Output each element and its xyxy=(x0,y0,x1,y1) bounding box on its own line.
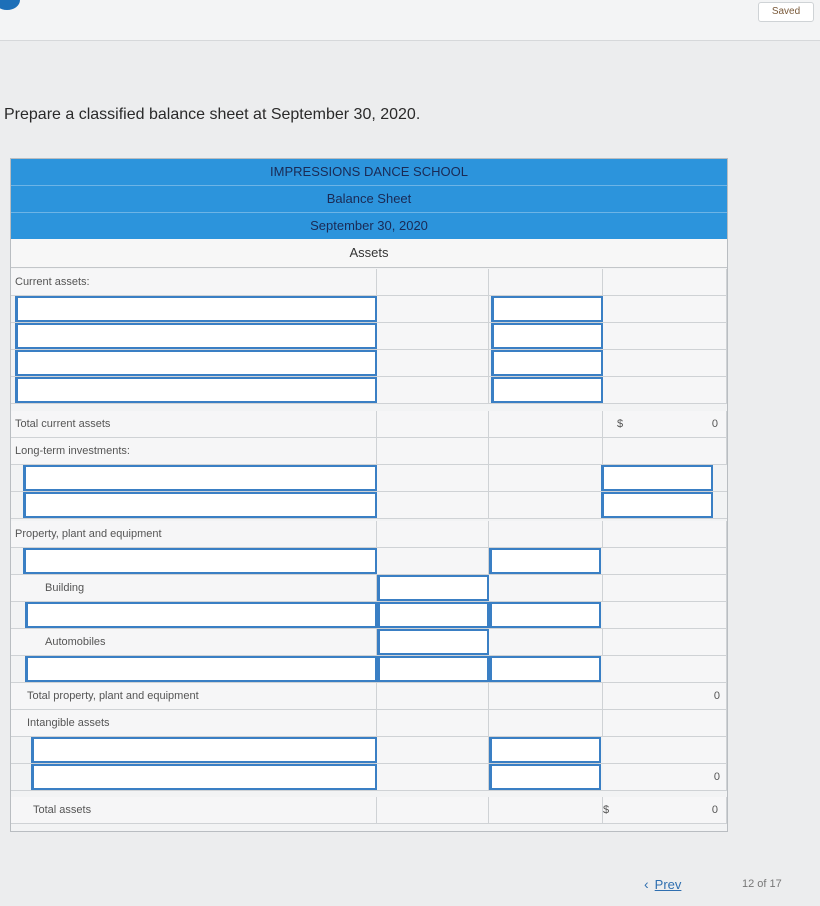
company-name-header: IMPRESSIONS DANCE SCHOOL xyxy=(11,159,727,186)
table-row xyxy=(11,602,727,629)
table-row xyxy=(11,350,727,377)
table-row xyxy=(11,548,727,575)
total-assets-dollar: $ xyxy=(603,804,610,816)
app-logo-icon xyxy=(0,0,20,10)
total-current-assets-label: Total current assets xyxy=(11,411,377,437)
page-counter: 12 of 17 xyxy=(742,878,782,890)
total-current-assets-value: 0 xyxy=(711,418,718,430)
prev-button[interactable] xyxy=(644,876,681,892)
automobiles-amount-input[interactable] xyxy=(377,629,489,655)
total-ppe-label: Total property, plant and equipment xyxy=(11,683,377,709)
investment-amount-input[interactable] xyxy=(601,492,713,518)
table-row xyxy=(11,465,727,492)
total-assets-value: 0 xyxy=(711,804,718,816)
current-asset-amount-input[interactable] xyxy=(491,323,603,349)
statement-date-header: September 30, 2020 xyxy=(11,213,727,240)
building-accumulated-depreciation-amount[interactable] xyxy=(377,602,489,628)
long-term-investments-label: Long-term investments: xyxy=(11,438,377,464)
table-row xyxy=(11,764,727,791)
intangible-amount-input[interactable] xyxy=(489,737,601,763)
intangible-total-value: 0 xyxy=(603,764,727,790)
table-row xyxy=(11,438,727,465)
intangible-account-input[interactable] xyxy=(31,737,377,763)
balance-sheet-table xyxy=(10,158,728,832)
intangible-account-input[interactable] xyxy=(31,764,377,790)
building-net-amount-input[interactable] xyxy=(489,602,601,628)
building-label: Building xyxy=(11,575,377,601)
investment-account-input[interactable] xyxy=(23,492,377,518)
table-row xyxy=(11,737,727,764)
current-assets-label: Current assets: xyxy=(11,269,377,295)
current-asset-account-input[interactable] xyxy=(15,296,377,322)
total-current-assets-dollar: $ xyxy=(617,418,624,430)
table-row xyxy=(11,323,727,350)
top-bar xyxy=(0,0,820,41)
automobiles-accumulated-depreciation-amount[interactable] xyxy=(377,656,489,682)
current-asset-account-input[interactable] xyxy=(15,323,377,349)
automobiles-accumulated-depreciation-input[interactable] xyxy=(25,656,377,682)
table-row xyxy=(11,575,727,602)
investment-amount-input[interactable] xyxy=(601,465,713,491)
building-accumulated-depreciation-input[interactable] xyxy=(25,602,377,628)
automobiles-label: Automobiles xyxy=(11,629,377,655)
table-row xyxy=(11,656,727,683)
automobiles-net-amount-input[interactable] xyxy=(489,656,601,682)
table-row xyxy=(11,683,727,710)
assets-section-header: Assets xyxy=(11,239,727,268)
table-row xyxy=(11,296,727,323)
table-row xyxy=(11,797,727,824)
intangible-assets-label: Intangible assets xyxy=(11,710,377,736)
current-asset-amount-input[interactable] xyxy=(491,350,603,376)
chevron-left-icon: ‹ xyxy=(644,876,649,892)
ppe-amount-input[interactable] xyxy=(489,548,601,574)
current-asset-amount-input[interactable] xyxy=(491,377,603,403)
ppe-account-input[interactable] xyxy=(23,548,377,574)
building-amount-input[interactable] xyxy=(377,575,489,601)
total-ppe-value: 0 xyxy=(603,683,727,709)
current-asset-account-input[interactable] xyxy=(15,377,377,403)
table-row xyxy=(11,269,727,296)
table-row xyxy=(11,411,727,438)
question-prompt: Prepare a classified balance sheet at September 30, 2020. xyxy=(4,106,421,123)
intangible-amount-input[interactable] xyxy=(489,764,601,790)
statement-title-header: Balance Sheet xyxy=(11,186,727,213)
ppe-label: Property, plant and equipment xyxy=(11,521,377,547)
total-assets-label: Total assets xyxy=(11,797,377,823)
table-row xyxy=(11,710,727,737)
table-row xyxy=(11,377,727,404)
investment-account-input[interactable] xyxy=(23,465,377,491)
table-row xyxy=(11,492,727,519)
saved-status-badge: Saved xyxy=(758,2,814,22)
table-row xyxy=(11,521,727,548)
prev-label: Prev xyxy=(654,877,682,892)
current-asset-account-input[interactable] xyxy=(15,350,377,376)
current-asset-amount-input[interactable] xyxy=(491,296,603,322)
table-row xyxy=(11,629,727,656)
